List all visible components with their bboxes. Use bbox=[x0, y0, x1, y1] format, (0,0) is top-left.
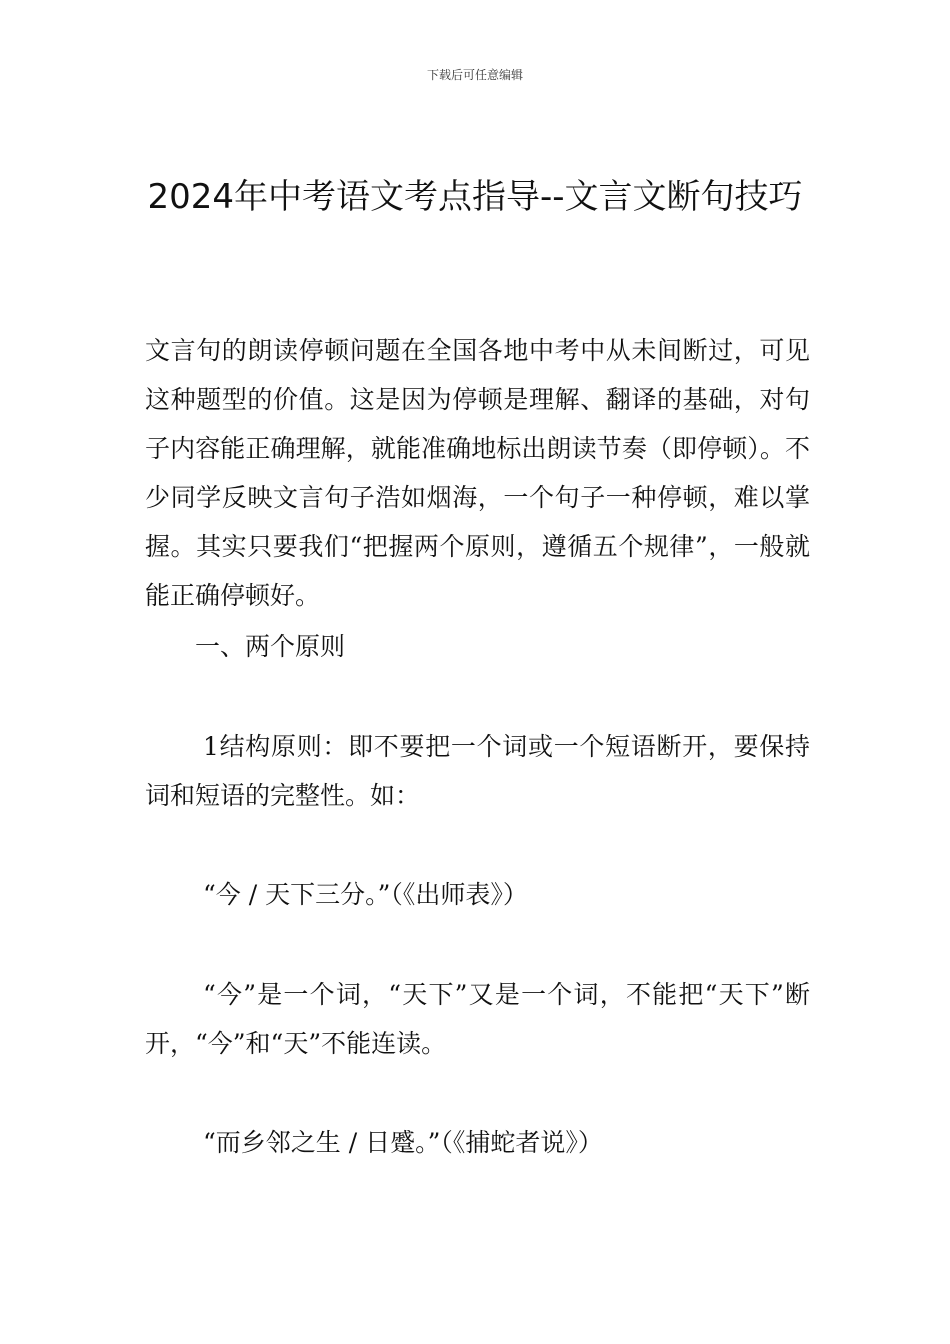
section-heading: 一、两个原则 bbox=[195, 632, 346, 661]
rule-paragraph: 1结构原则：即不要把一个词或一个短语断开，要保持词和短语的完整性。如： bbox=[145, 732, 810, 810]
example-sentence: “今 / 天下三分。”（《出师表》） bbox=[203, 880, 528, 909]
intro-paragraph: 文言句的朗读停顿问题在全国各地中考中从未间断过，可见这种题型的价值。这是因为停顿是理解、翻译的基础，对句子内容能正确理解，就能准确地标出朗读节奏（即停顿）。不少同学反映文言句子浩如烟海，一个句子一种停顿，难以掌握。其实只要我们“把握两个原则，遵循五个规律”，一般就能正确停顿好。 bbox=[145, 336, 810, 610]
header-note: 下载后可任意编辑 bbox=[426, 68, 523, 82]
example-sentence: “而乡邻之生 / 日蹙。”（《捕蛇者说》） bbox=[203, 1128, 603, 1157]
explanation-paragraph: “今”是一个词，“天下”又是一个词，不能把“天下”断开，“今”和“天”不能连读。 bbox=[145, 980, 810, 1058]
document-title: 2024年中考语文考点指导--文言文断句技巧 bbox=[147, 177, 803, 217]
